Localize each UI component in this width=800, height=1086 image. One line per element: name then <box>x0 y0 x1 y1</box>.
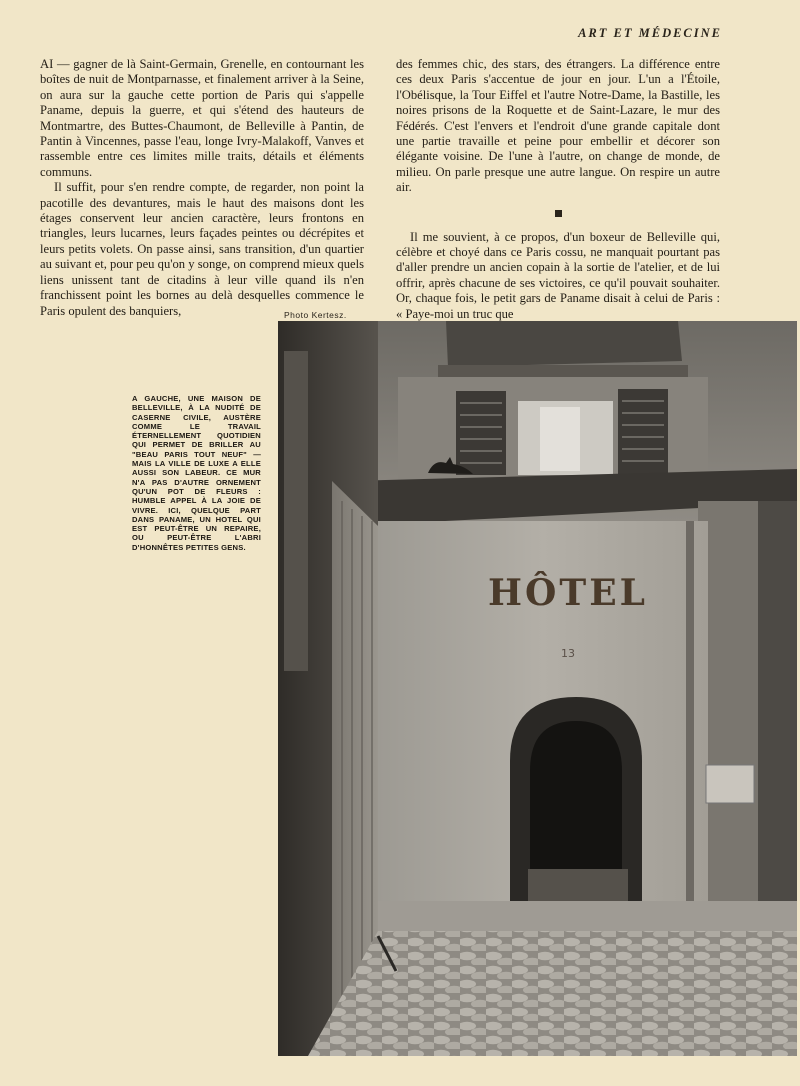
article-column-right <box>396 57 720 322</box>
section-header: ART ET MÉDECINE <box>578 26 722 40</box>
photo-caption: A GAUCHE, UNE MAISON DE BELLEVILLE, À LA NUDITÉ DE CASERNE CIVILE, AUSTÈRE COMME LE TRAVAIL ÉTERNELLEMENT QUOTIDIEN QUI PERMET DE BRILLER AU "BEAU PARIS TOUT NEUF" — MAIS LA VILLE DE LUXE A ELLE AUSSI SON LABEUR. CE MUR N'A PAS D'AUTRE ORNEMENT QU'UN POT DE FLEURS : HUMBLE APPEL À LA JOIE DE VIVRE. ICI, QUELQUE PART DANS PANAME, UN HOTEL QUI EST PEUT-ÊTRE UN REPAIRE, OU PEUT-ÊTRE L'ABRI D'HONNÊTES PETITES GENS. <box>132 394 261 552</box>
article-paragraph: des femmes chic, des stars, des étrangers. La différence entre ces deux Paris s'accentue de jour en jour. L'un a l'Étoile, l'Obélisque, la Tour Eiffel et l'autre Notre-Dame, la Bastille, les noires prisons de la Roquette et de Saint-Lazare, le mur des Fédérés. C'est l'envers et l'endroit d'une grande capitale dont une partie travaille et peine pour embellir et décorer son élégante voisine. De l'une à l'autre, on change de monde, de milieu. On parle presque une autre langue. On respire un autre air. <box>396 57 720 195</box>
photo-credit: Photo Kertesz. <box>284 310 347 320</box>
article-paragraph: Il me souvient, à ce propos, d'un boxeur de Belleville qui, célèbre et choyé dans ce Paris cossu, ne manquait pourtant pas d'aller prendre un ancien copain à la sortie de l'atelier, et de lui offrir, après chacune de ses victoires, ce qu'il pouvait souhaiter. Or, chaque fois, le petit gars de Paname disait à celui de Paris : « Paye-moi un truc que <box>396 229 720 321</box>
house-number: 13 <box>561 647 575 660</box>
hotel-sign: HÔTEL <box>488 572 648 614</box>
hotel-photograph <box>278 321 797 1056</box>
article-column-left <box>40 57 364 319</box>
article-paragraph: AI — gagner de là Saint-Germain, Grenelle, en contournant les boîtes de nuit de Montparnasse, et finalement arriver à la Seine, on aura sur la gauche cette portion de Paris qui s'appelle Paname, depuis la guerre, et qui s'étend des hauteurs de Montmartre, des Buttes-Chaumont, de Belleville à Pantin, de Pantin à Vincennes, passe l'eau, longe Ivry-Malakoff, Vanves et rassemble entre ces limites mille traits, détails et éléments communs. <box>40 57 364 179</box>
article-paragraph: Il suffit, pour s'en rendre compte, de regarder, non point la pacotille des devantures, mais le haut des maisons dont les étages conservent leur ancien caractère, leurs frontons en triangles, leurs lucarnes, leurs façades peintes ou décrépites et leurs petits volets. On passe ainsi, sans transition, d'un quartier au suivant et, pour peu qu'on y songe, on comprend mieux quels liens unissent tant de citadins à leur ville quand ils n'en franchissent point les bornes au delà desquelles commence le Paris opulent des banquiers, <box>40 180 364 318</box>
section-separator-mark <box>555 210 562 217</box>
